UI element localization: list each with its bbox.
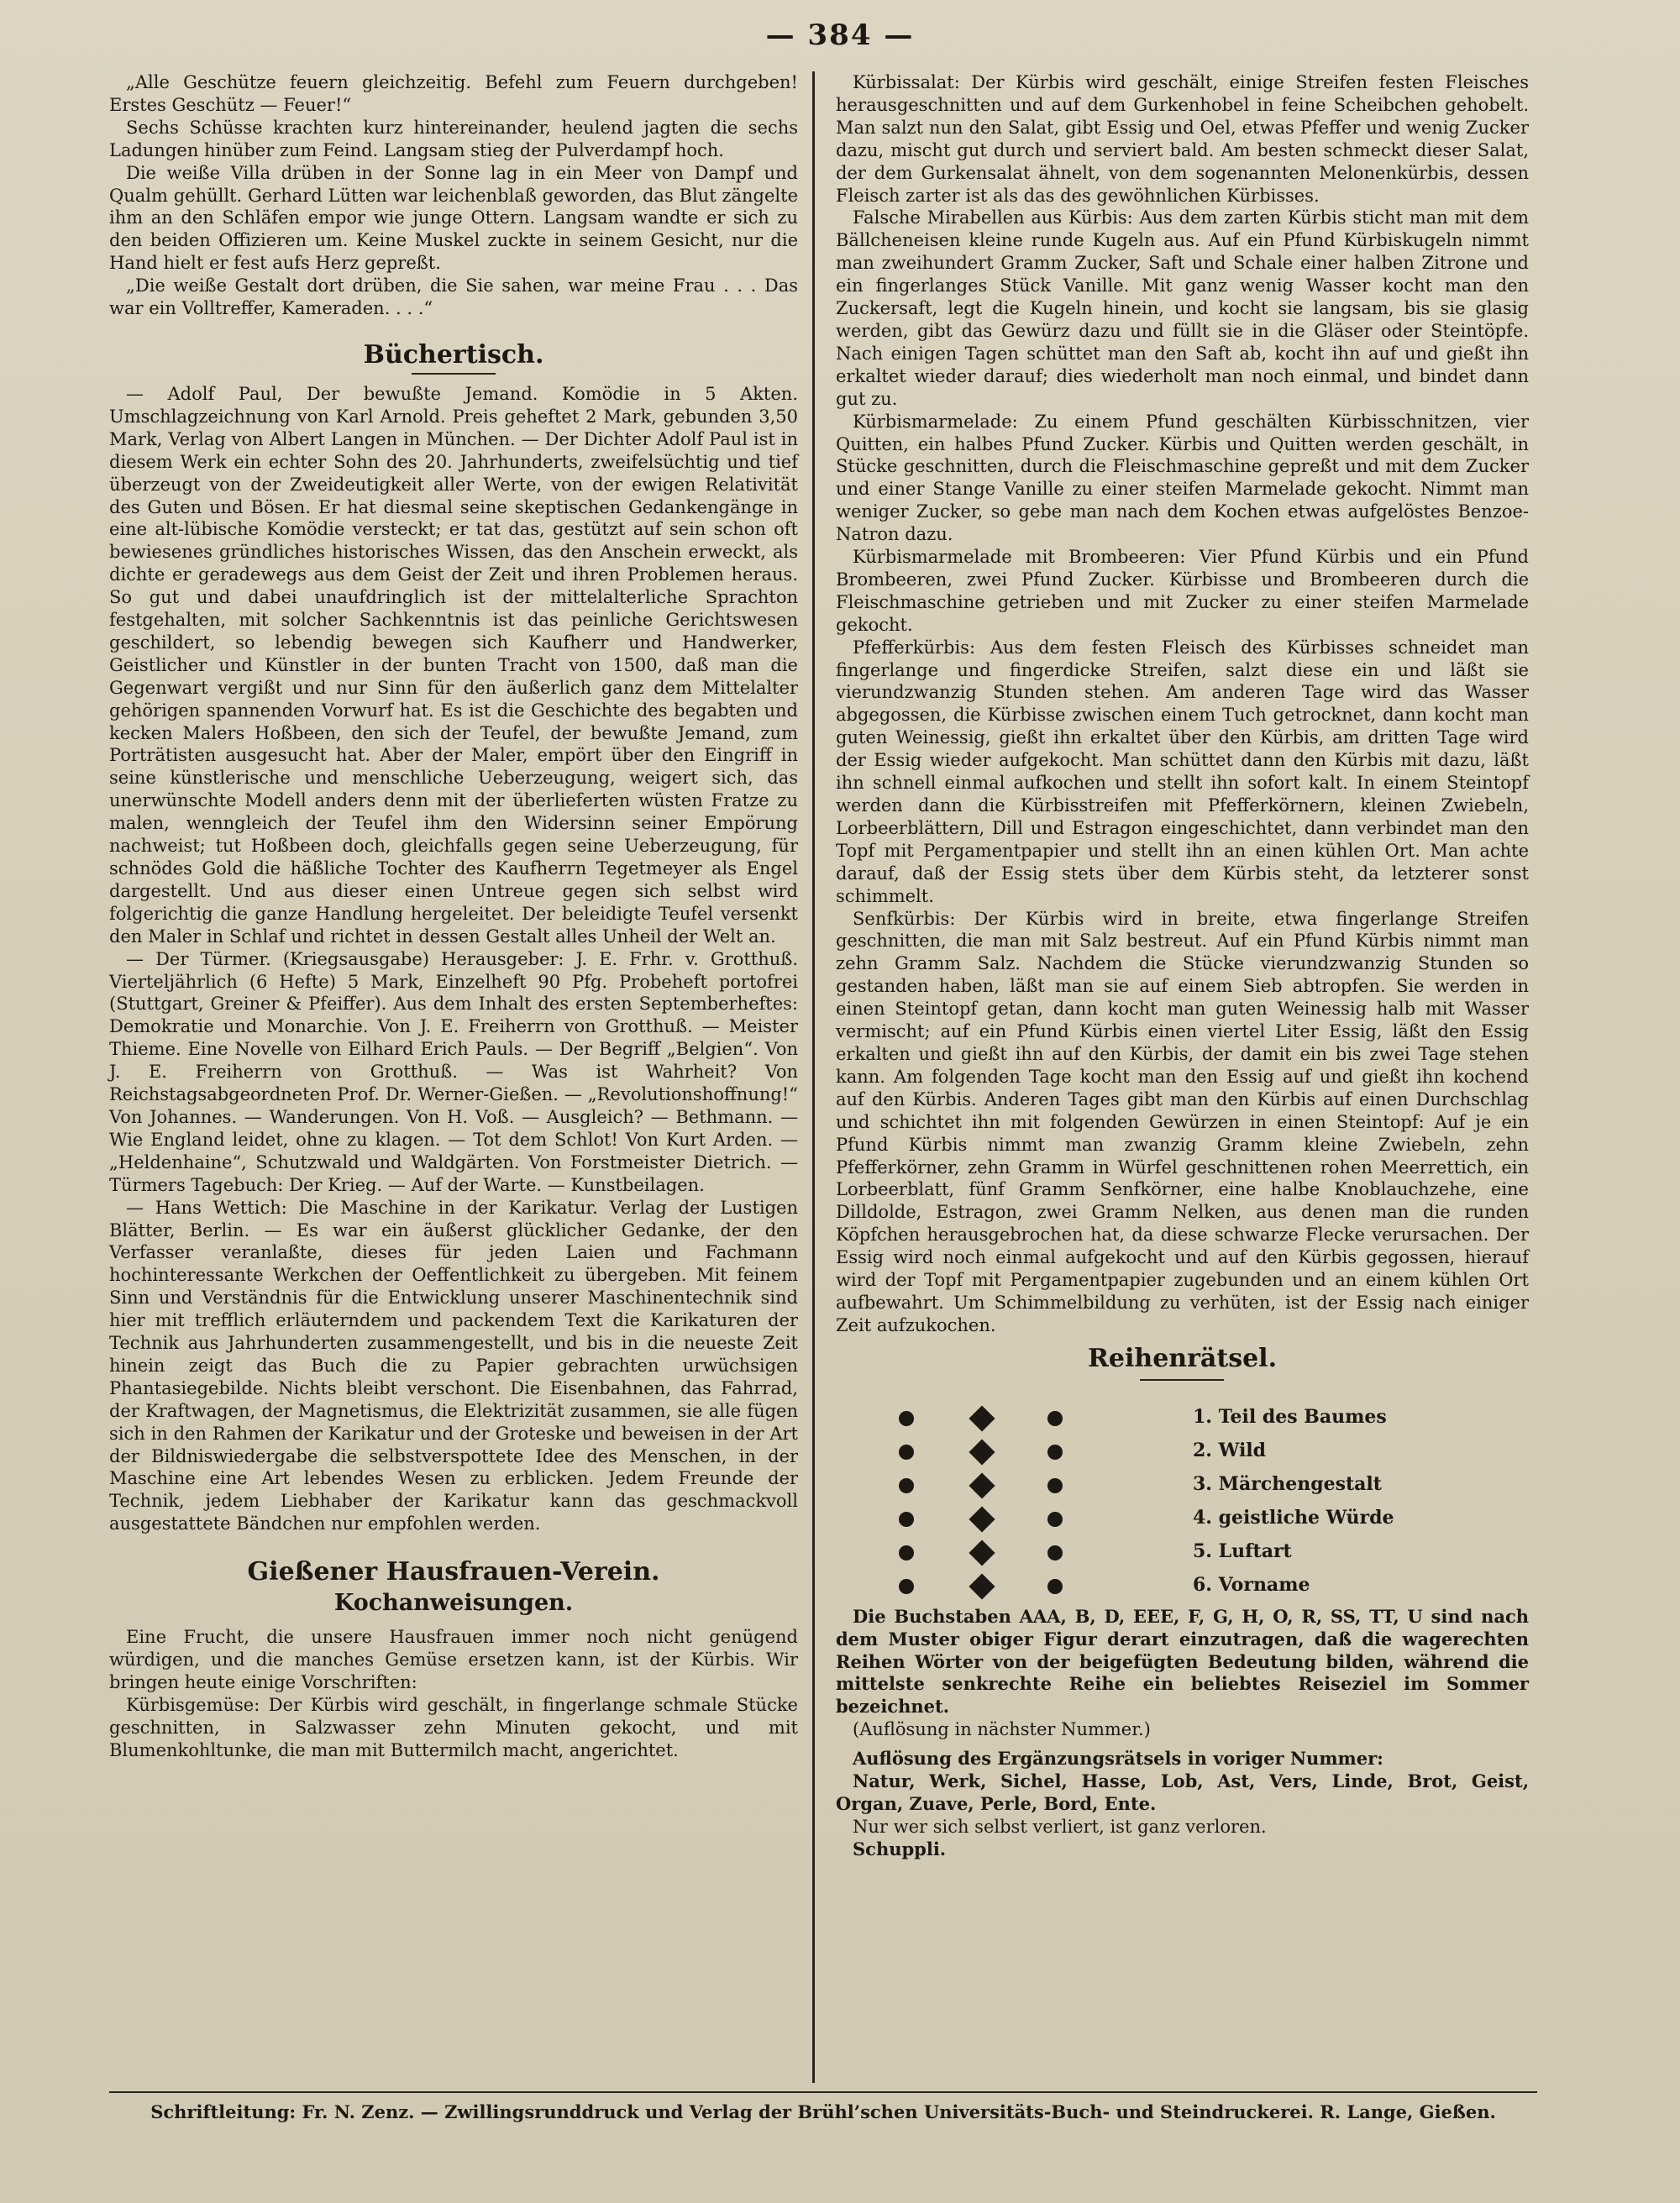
puzzle-cell-dot — [1047, 1411, 1063, 1426]
puzzle-cell-dot — [1047, 1512, 1063, 1527]
recipe-kuerbisgemuese: Kürbisgemüse: Der Kürbis wird geschält, in fingerlange schmale Stücke geschnitten, in Salzwasser zehn Minuten gekocht, und mit Blumenkohltunke, die man mit Buttermilch macht, angerichtet. — [109, 1694, 798, 1760]
puzzle-cell-dot — [899, 1545, 914, 1560]
puzzle-clue: 6. Vorname — [1193, 1573, 1310, 1596]
story-paragraph: „Alle Geschütze feuern gleichzeitig. Befehl zum Feuern durchgeben! Erstes Geschütz — Feuer!“ — [109, 72, 798, 115]
puzzle-clue: 4. geistliche Würde — [1193, 1506, 1394, 1529]
section-rule — [412, 373, 496, 375]
spacer — [836, 1741, 1529, 1748]
signature: Schuppli. — [853, 1838, 947, 1859]
puzzle-title: Reihenrätsel. — [1087, 1343, 1278, 1373]
puzzle-cell-dot — [899, 1411, 914, 1426]
puzzle-cell-diamond — [969, 1439, 995, 1465]
recipe-senfkuerbis: Senfkürbis: Der Kürbis wird in breite, etwa fingerlange Streifen geschnitten, die man mit Salz bestreut. Auf ein Pfund Kürbis nimmt man zehn Gramm Salz. Nachdem die Stücke vierundzwanzig Stunden so gestanden haben, läßt man sie auf einem Sieb abtropfen. Sie werden in einen Steintopf getan, dann kocht man guten Weinessig halb mit Wasser vermischt; auf ein Pfund Kürbis einen viertel Liter Essig, läßt den Essig erkalten und gießt ihn auf den Kürbis, der damit ein bis zwei Tage stehen kann. Am folgenden Tage kocht man den Essig auf und gießt ihn kochend auf den Kürbis. Anderen Tages gibt man den Kürbis auf einen Durchschlag und schichtet ihn mit folgenden Gewürzen in einen Steintopf: Auf je ein Pfund Kürbis nimmt man zwanzig Gramm kleine Zwiebeln, zehn Pfefferkörner, zehn Gramm in Würfel geschnittenen rohen Meerrettich, ein Lorbeerblatt, fünf Gramm Senfkörner, eine halbe Knoblauchzehe, eine Dilldolde, Estragon, zwei Gramm Nelken, aus denen man die runden Köpfchen herausgebrochen hat, da diese schwarze Flecke verursachen. Der Essig wird noch einmal aufgekocht und auf den Kürbis gegossen, hierauf wird der Topf mit Pergamentpapier zugebunden und an einem kühlen Ort aufbewahrt. Um Schimmelbildung zu verhüten, ist der Essig nach einiger Zeit aufzukochen. — [836, 908, 1529, 1335]
book-review: — Der Türmer. (Kriegsausgabe) Herausgeber: J. E. Frhr. v. Grotthuß. Vierteljährlich (6 Hefte) 5 Mark, Einzelheft 90 Pfg. Probeheft portofrei (Stuttgart, Greiner & Pfeiffer). Aus dem Inhalt des ersten Septemberheftes: Demokratie und Monarchie. Von J. E. Freiherrn von Grotthuß. — Meister Thieme. Eine Novelle von Eilhard Erich Pauls. — Der Begriff „Belgien“. Von J. E. Freiherrn von Grotthuß. — Was ist Wahrheit? Von Reichstagsabgeordneten Prof. Dr. Werner-Gießen. — „Revolutionshoffnung!“ Von Johannes. — Wanderungen. Von H. Voß. — Ausgleich? — Bethmann. — Wie England leidet, ohne zu klagen. — Tot dem Schlot! Von Kurt Arden. — „Heldenhaine“, Schutzwald und Waldgärten. Von Forstmeister Dietrich. — Türmers Tagebuch: Der Krieg. — Auf der Warte. — Kunstbeilagen. — [109, 948, 798, 1195]
left-column — [109, 71, 798, 1762]
puzzle-cell-diamond — [969, 1506, 995, 1532]
solution-text: Natur, Werk, Sichel, Hasse, Lob, Ast, Vers, Linde, Brot, Geist, Organ, Zuave, Perle, Bord, Ente. — [836, 1770, 1529, 1814]
puzzle-cell-diamond — [969, 1472, 995, 1498]
recipe-kuerbissalat: Kürbissalat: Der Kürbis wird geschält, einige Streifen festen Fleisches herausgeschnitten und auf dem Gurkenhobel in feine Scheibchen gehobelt. Man salzt nun den Salat, gibt Essig und Oel, etwas Pfeffer und wenig Zucker dazu, mischt gut durch und serviert bald. Am besten schmeckt dieser Salat, der dem Gurkensalat ähnelt, von dem sogenannten Melonenkürbis, dessen Fleisch zarter ist als das des gewöhnlichen Kürbisses. — [836, 72, 1529, 206]
recipe-kuerbismarmelade: Kürbismarmelade: Zu einem Pfund geschälten Kürbisschnitzen, vier Quitten, ein halbes Pfund Zucker. Kürbis und Quitten werden geschält, in Stücke geschnitten, durch die Fleischmaschine gepreßt und mit dem Zucker und einer Stange Vanille zu einer steifen Marmelade gekocht. Nimmt man weniger Zucker, so gebe man nach dem Kochen etwas aufgelöstes Benzoe-Natron dazu. — [836, 411, 1529, 545]
section-title-buechertisch: Büchertisch. — [363, 339, 544, 370]
column-divider — [812, 71, 815, 2083]
puzzle-title-rule — [1140, 1379, 1224, 1381]
footer-rule — [109, 2091, 1537, 2093]
puzzle-cell-dot — [899, 1478, 914, 1493]
recipe-falsche-mirabellen: Falsche Mirabellen aus Kürbis: Aus dem zarten Kürbis sticht man mit dem Bällcheneisen kleine runde Kugeln aus. Auf ein Pfund Kürbiskugeln nimmt man zweihundert Gramm Zucker, Saft und Schale einer halben Zitrone und ein fingerlanges Stück Vanille. Mit ganz wenig Wasser kocht man den Zuckersaft, legt die Kugeln hinein, und kocht sie langsam, bis sie glasig werden, gibt das Gewürz dazu und füllt sie in die Gläser oder Steintöpfe. Nach einigen Tagen schüttet man den Saft ab, kocht ihn auf und gießt ihn erkaltet wieder darauf; dies wiederholt man noch einmal, und bindet dann gut zu. — [836, 207, 1529, 409]
puzzle-cell-diamond — [969, 1405, 995, 1431]
puzzle-clue: 3. Märchengestalt — [1193, 1472, 1382, 1495]
book-review: — Hans Wettich: Die Maschine in der Karikatur. Verlag der Lustigen Blätter, Berlin. — Es war ein äußerst glücklicher Gedanke, der den Verfasser veranlaßte, dieses für jeden Laien und Fachmann hochinteressante Werkchen der Oeffentlichkeit zu übergeben. Mit feinem Sinn und Verständnis für die Entwicklung unserer Maschinentechnik sind hier mit trefflich erläuterndem und packendem Text die Karikaturen der Technik aus Jahrhunderten zusammengestellt, und bis in die neueste Zeit hinein zeigt das Buch die zu Papier gebrachten urwüchsigen Phantasiegebilde. Nichts bleibt verschont. Die Eisenbahnen, das Fahrrad, der Kraftwagen, der Magnetismus, die Elektrizität zusammen, sie alle fügen sich in den Rahmen der Karikatur und der Groteske und beweisen in der Art der Bildniswiedergabe die selbstverspottete Idee des Menschen, in der Maschine eine Art lebendes Wesen zu erblicken. Jedem Freunde der Technik, jedem Liebhaber der Karikatur kann das geschmackvoll ausgestattete Bändchen nur empfohlen werden. — [109, 1197, 798, 1534]
puzzle-cell-dot — [1047, 1579, 1063, 1594]
puzzle-clue: 5. Luftart — [1193, 1539, 1292, 1562]
puzzle-cell-diamond — [969, 1573, 995, 1599]
puzzle-clue: 2. Wild — [1193, 1439, 1267, 1461]
solution-line: Nur wer sich selbst verliert, ist ganz verloren. — [853, 1816, 1267, 1837]
puzzle-cell-diamond — [969, 1539, 995, 1566]
book-review: — Adolf Paul, Der bewußte Jemand. Komödie in 5 Akten. Umschlagzeichnung von Karl Arnold. Preis geheftet 2 Mark, gebunden 3,50 Mark, Verlag von Albert Langen in München. — Der Dichter Adolf Paul ist in diesem Werk ein echter Sohn des 20. Jahrhunderts, zweifelsüchtig und tief überzeugt von der Zweideutigkeit aller Werte, von der ewigen Relativität des Guten und Bösen. Er hat diesmal seine skeptischen Gedankengänge in eine alt-lübische Komödie versteckt; er tat das, gestützt auf sein schon oft bewiesenes gründliches historisches Wissen, das den Anschein erweckt, als dichte er geradewegs aus dem Geist der Zeit und ihren Problemen heraus. So gut und dabei unaufdringlich ist der mittelalterliche Sprachton festgehalten, mit solcher Sachkenntnis ist das peinliche Gerichtswesen geschildert, so lebendig bewegen sich Kaufherr und Handwerker, Geistlicher und Künstler in der bunten Tracht von 1500, daß man die Gegenwart vergißt und nur Sinn für den äußerlich ganz dem Mittelalter gehörigen spannenden Vorwurf hat. Es ist die Geschichte des begabten und kecken Malers Hoßbeen, den sich der Teufel, der bewußte Jemand, zum Porträtisten ausgesucht hat. Aber der Maler, empört über den Eingriff in seine künstlerische und menschliche Ueberzeugung, weigert sich, das unerwünschte Modell anders denn mit der überlieferten wüsten Fratze zu malen, wenngleich der Teufel ihm den Widersinn seiner Empörung nachweist; tut Hoßbeen doch, gleichfalls gegen seine Ueberzeugung, für schnödes Gold die häßliche Tochter des Kaufherrn Tegetmeyer als Engel dargestellt. Und aus dieser einen Untreue gegen sich selbst wird folgerichtig die ganze Handlung hergeleitet. Der beleidigte Teufel versenkt den Maler in Schlaf und richtet in dessen Gestalt alles Unheil der Welt an. — [109, 383, 798, 947]
puzzle-figure — [836, 1344, 1529, 1596]
right-column — [836, 71, 1529, 1861]
puzzle-cell-dot — [1047, 1545, 1063, 1560]
puzzle-cell-dot — [899, 1512, 914, 1527]
puzzle-cell-dot — [1047, 1478, 1063, 1493]
recipe-kuerbismarmelade-brombeeren: Kürbismarmelade mit Brombeeren: Vier Pfund Kürbis und ein Pfund Brombeeren, zwei Pfund Zucker. Kürbisse und Brombeeren durch die Fleischmaschine getrieben und mit Zucker zu einer steifen Marmelade gekocht. — [836, 547, 1529, 635]
story-paragraph: „Die weiße Gestalt dort drüben, die Sie sahen, war meine Frau . . . Das war ein Volltreffer, Kameraden. . . .“ — [109, 275, 798, 319]
puzzle-cell-dot — [899, 1445, 914, 1460]
recipe-pfefferkuerbis: Pfefferkürbis: Aus dem festen Fleisch des Kürbisses schneidet man fingerlange und fingerdicke Streifen, salzt diese ein und läßt sie vierundzwanzig Stunden stehen. Am anderen Tage wird das Wasser abgegossen, die Kürbisse zwischen einem Tuch getrocknet, dann kocht man guten Weinessig, gießt ihn erkaltet über den Kürbis, am dritten Tage wird der Essig wieder aufgekocht. Man schüttet dann den Kürbis mit dazu, läßt ihn schnell einmal aufkochen und stellt ihn sofort kalt. In einem Steintopf werden dann die Kürbisstreifen mit Pfefferkörnern, kleinen Zwiebeln, Lorbeerblättern, Dill und Estragon eingeschichtet, dann verbindet man den Topf mit Pergamentpapier und stellt ihn an einen kühlen Ort. Man achte darauf, daß der Essig stets über dem Kürbis steht, da letzterer sonst schimmelt. — [836, 637, 1529, 906]
imprint-footer: Schriftleitung: Fr. N. Zenz. — Zwillingsrunddruck und Verlag der Brühl’schen Universitäts-Buch- und Steindruckerei. R. Lange, Gießen. — [150, 2101, 1496, 2122]
story-paragraph: Die weiße Villa drüben in der Sonne lag in ein Meer von Dampf und Qualm gehüllt. Gerhard Lütten war leichenblaß geworden, das Blut zängelte ihm an den Schläfen empor wie junge Ottern. Langsam wandte er sich zu den beiden Offizieren um. Keine Muskel zuckte in seinem Gesicht, nur die Hand hielt er fest aufs Herz gepreßt. — [109, 162, 798, 274]
puzzle-clue: 1. Teil des Baumes — [1193, 1405, 1387, 1428]
puzzle-cell-dot — [899, 1579, 914, 1594]
puzzle-instructions: Die Buchstaben AAA, B, D, EEE, F, G, H, O, R, SS, TT, U sind nach dem Muster obiger Figur derart einzutragen, daß die wagerechten Reihen Wörter von der beigefügten Bedeutung bilden, während die mittelste senkrechte Reihe ein beliebtes Reiseziel im Sommer bezeichnet. — [836, 1605, 1529, 1718]
section-title-hausfrauen-verein: Gießener Hausfrauen-Verein. — [247, 1557, 660, 1587]
story-paragraph: Sechs Schüsse krachten kurz hintereinander, heulend jagten die sechs Ladungen hinüber zum Feind. Langsam stieg der Pulverdampf hoch. — [109, 117, 798, 160]
page-number: — 384 — — [765, 18, 915, 52]
section-subtitle-kochanweisungen: Kochanweisungen. — [333, 1590, 574, 1617]
puzzle-note: (Auflösung in nächster Nummer.) — [853, 1719, 1151, 1740]
solution-title: Auflösung des Ergänzungsrätsels in voriger Nummer: — [853, 1748, 1383, 1770]
puzzle-cell-dot — [1047, 1445, 1063, 1460]
club-intro: Eine Frucht, die unsere Hausfrauen immer noch nicht genügend würdigen, und die manches Gemüse ersetzen kann, ist der Kürbis. Wir bringen heute einige Vorschriften: — [109, 1627, 798, 1692]
